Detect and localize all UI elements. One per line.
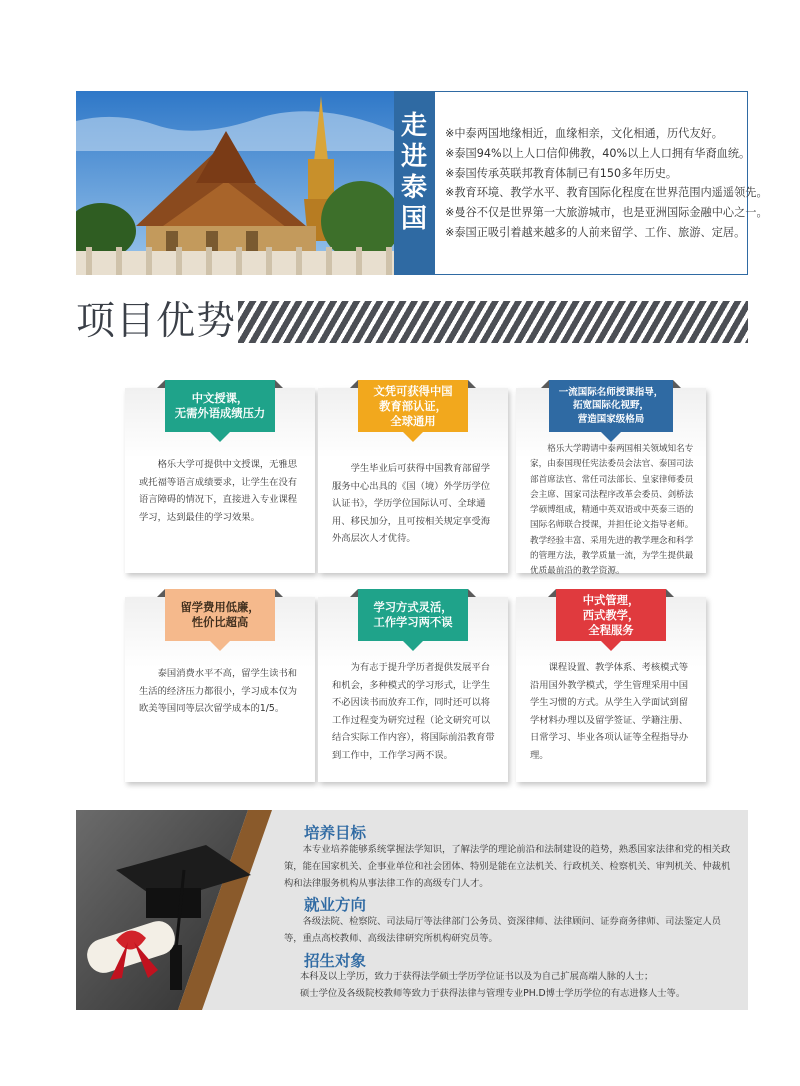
card-text: 泰国消费水平不高，留学生读书和生活的经济压力都很小，学习成本仅为欧美等国同等层次留学成本的1/5。	[139, 668, 298, 714]
card-ribbon	[358, 380, 468, 432]
card-ribbon	[165, 380, 275, 432]
intro-item: ※泰国传承英联邦教育体制已有150多年历史。	[445, 166, 678, 180]
card-title-line: 全程服务	[588, 623, 634, 637]
intro-list	[435, 92, 768, 243]
card-ribbon	[165, 589, 275, 641]
advantage-card-flexible-study	[318, 597, 508, 782]
enrollment-heading: 招生对象	[304, 952, 367, 970]
card-title-line: 文凭可获得中国	[373, 384, 453, 398]
card-ribbon	[549, 380, 673, 432]
card-text: 格乐大学可提供中文授课，无雅思或托福等语言成绩要求，让学生在没有语言障碍的情况下，直接进入专业课程学习，达到最佳的学习效果。	[139, 459, 298, 523]
advantage-card-low-cost	[125, 597, 315, 782]
card-title-line: 拓宽国际化视野，	[572, 400, 649, 412]
card-ribbon	[556, 589, 666, 641]
advantage-card-full-service	[516, 593, 706, 782]
card-title-line: 中式管理，	[582, 593, 640, 607]
card-text: 学生毕业后可获得中国教育部留学服务中心出具的《国（境）外学历学位认证书》，学历学位国际认可、全球通用、移民加分，且可按相关规定享受海外高层次人才优待。	[332, 463, 491, 544]
goal-heading: 培养目标	[304, 824, 367, 842]
card-ribbon	[358, 589, 468, 641]
card-title-line: 营造国家级格局	[577, 413, 645, 425]
temple-photo	[76, 91, 394, 275]
intro-item: ※中泰两国地缘相近，血缘相亲，文化相通，历代友好。	[445, 127, 723, 140]
career-text: 各级法院、检察院、司法局厅等法律部门公务员、资深律师、法律顾问、证券商务律师、司法鉴定人员等，重点高校教师、高级法律研究所机构研究员等。	[284, 916, 721, 944]
intro-item: ※教育环境、教学水平、教育国际化程度在世界范围内遥遥领先。	[445, 186, 768, 200]
graduation-cap-diploma-illustration	[76, 810, 306, 1010]
advantage-card-international-faculty	[516, 386, 706, 577]
card-title-line: 中文授课，	[191, 392, 249, 405]
intro-title: 走进泰国	[400, 111, 427, 234]
card-title-line: 工作学习两不误	[373, 616, 453, 629]
card-title-line: 一流国际名师授课指导，	[558, 386, 664, 398]
intro-item: ※曼谷不仅是世界第一大旅游城市，也是亚洲国际金融中心之一。	[445, 206, 768, 220]
career-heading: 就业方向	[304, 896, 367, 914]
goal-text: 本专业培养能够系统掌握法学知识，了解法学的理论前沿和法制建设的趋势，熟悉国家法律和党的相关政策，能在国家机关、企事业单位和社会团体、特别是能在立法机关、行政机关、检察机关、审判机关、仲裁机构和法律服务机构从事法律工作的高级专门人才。	[284, 844, 731, 889]
intro-item: ※泰国94%以上人口信仰佛教，40%以上人口拥有华裔血统。	[445, 146, 751, 160]
card-title-line: 全球通用	[390, 414, 436, 428]
card-title-line: 留学费用低廉，	[180, 601, 260, 614]
intro-box	[434, 91, 768, 275]
card-title-line: 无需外语成绩压力	[174, 407, 266, 420]
advantage-card-chinese-teaching	[125, 388, 315, 573]
enrollment-line: 硕士学位及各级院校教师等致力于获得法律与管理专业PH.D博士学历学位的有志进修人士等。	[300, 988, 686, 999]
enrollment-line: 本科及以上学历，致力于获得法学硕士学历学位证书以及为自己扩展高端人脉的人士；	[300, 971, 654, 982]
card-text: 格乐大学聘请中泰两国相关领域知名专家，由泰国现任宪法委员会法官、泰国司法部首席法官、常任司法部长、皇家律师委员会主席、国家司法程序改革会委员、剑桥法学硕博组成，精通中英双语或中英泰三语的国际名师联合授课，并担任论文指导老师。教学经验丰富、采用先进的教学理念和科学的管理方法，教学质量一流，为学生提供最优质最前沿的教学资源。	[530, 444, 694, 577]
decorative-stripe-bar	[238, 301, 748, 343]
intro-item: ※泰国正吸引着越来越多的人前来留学、工作、旅游、定居。	[445, 225, 746, 239]
intro-title-bar	[394, 91, 434, 275]
card-text: 课程设置、教学体系、考核模式等沿用国外教学模式，学生管理采用中国学生习惯的方式。从学生入学面试到留学材料办理以及留学签证、学籍注册、日常学习、毕业各项认证等全程指导办理。	[530, 662, 689, 761]
card-title-line: 西式教学，	[582, 608, 640, 622]
card-title-line: 性价比超高	[191, 616, 249, 629]
card-text: 为有志于提升学历者提供发展平台和机会，多种模式的学习形式，让学生不必因读书而放弃工作，同时还可以将工作过程变为研究过程（论文研究可以结合实际工作内容），将国际前沿教育带到工作中，工作学习两不误。	[332, 662, 495, 761]
advantage-card-degree-certification	[318, 384, 508, 573]
section-title: 项目优势	[76, 299, 237, 344]
card-title-line: 教育部认证，	[379, 399, 447, 413]
card-title-line: 学习方式灵活，	[373, 601, 453, 614]
